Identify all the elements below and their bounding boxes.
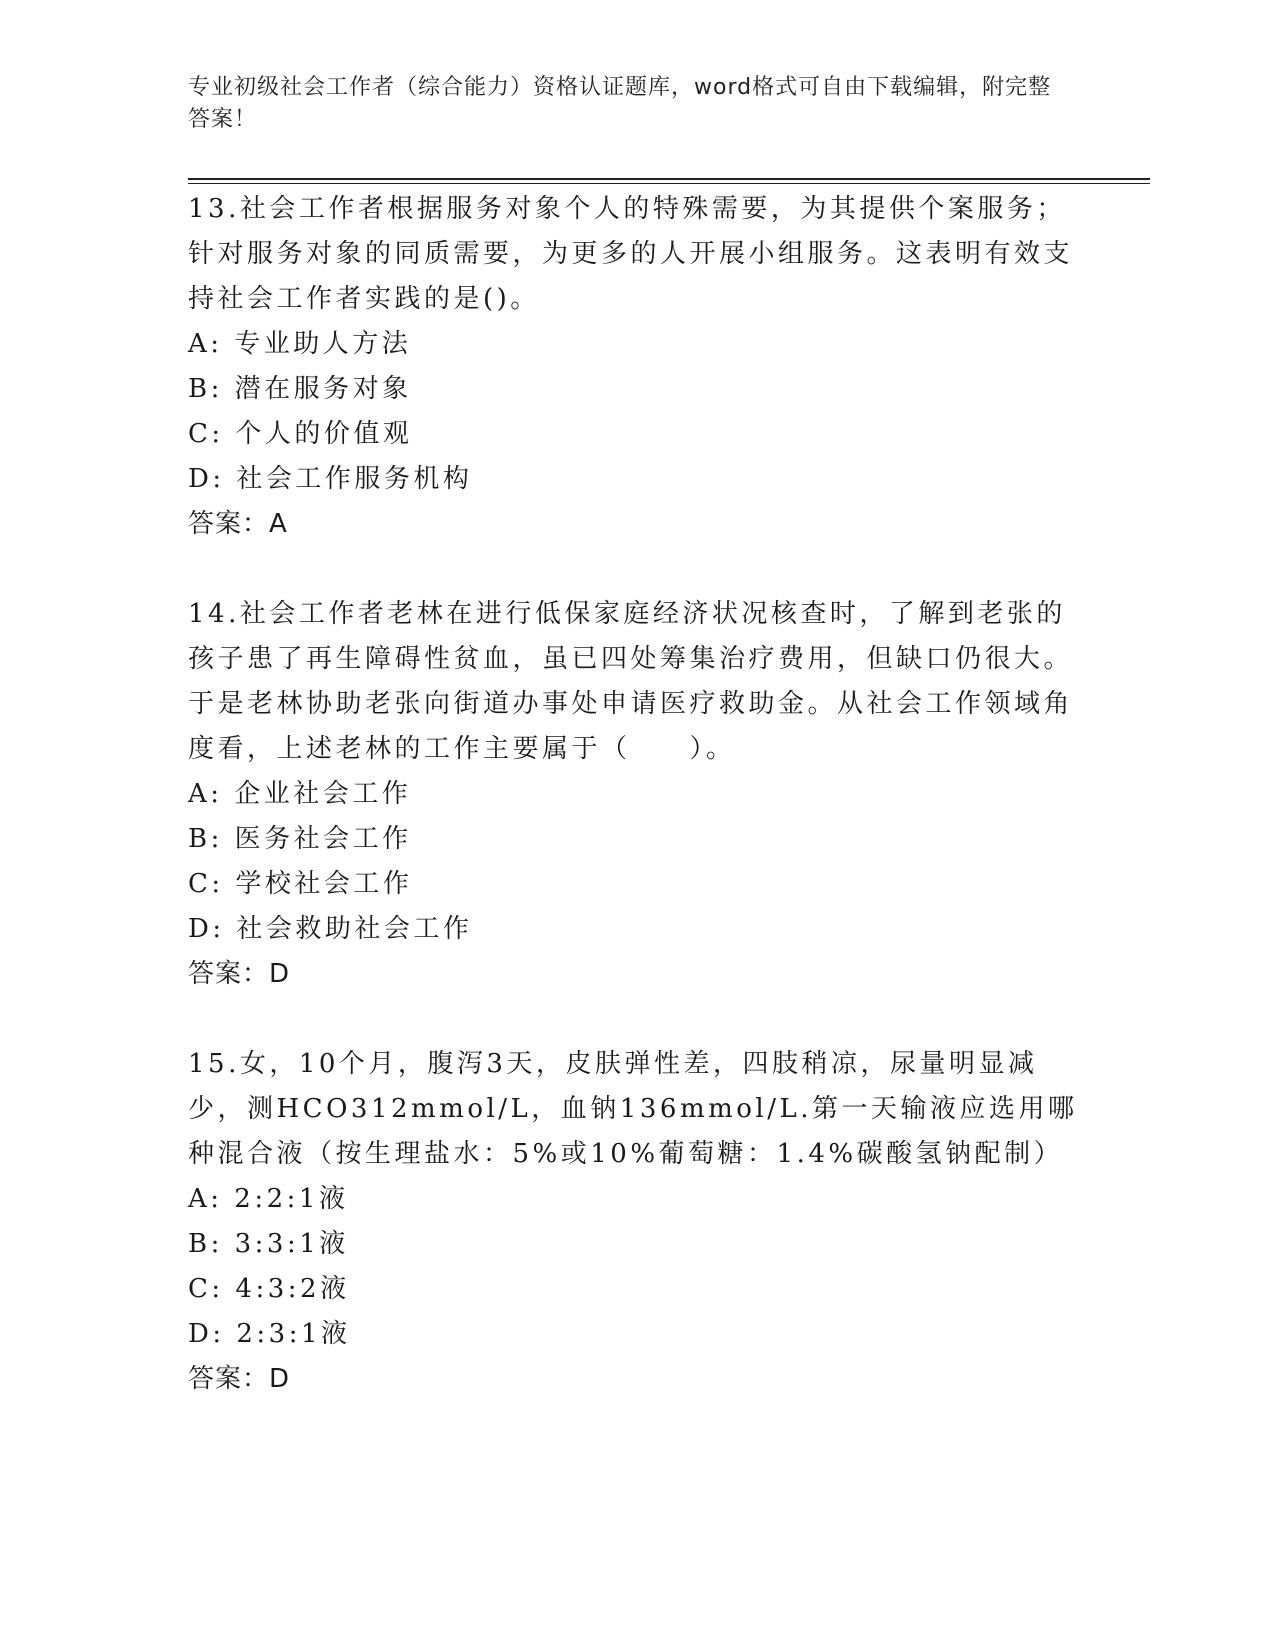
header-rule-thin [188, 183, 1150, 184]
option-c: C: 4:3:2液 [188, 1274, 350, 1304]
question-spacer [188, 997, 1088, 1042]
option-b: B: 潜在服务对象 [188, 374, 412, 404]
option-c: C: 个人的价值观 [188, 419, 413, 449]
question-stem: 15.女，10个月，腹泻3天，皮肤弹性差，四肢稍凉，尿量明显减少，测HCO312mmol/L，血钠136mmol/L.第一天输液应选用哪种混合液（按生理盐水：5%或10%葡萄糖：1.4%碳酸氢钠配制） [188, 1049, 1078, 1169]
option-b: B: 3:3:1液 [188, 1229, 349, 1259]
answer-line: 答案：D [188, 959, 291, 989]
answer-line: 答案：A [188, 509, 288, 539]
question-13 [188, 187, 1088, 547]
option-a: A: 企业社会工作 [188, 779, 412, 809]
option-a: A: 2:2:1液 [188, 1184, 349, 1214]
option-c: C: 学校社会工作 [188, 869, 413, 899]
header-rule-thick [188, 178, 1150, 180]
option-d: D: 社会工作服务机构 [188, 464, 473, 494]
option-d: D: 社会救助社会工作 [188, 914, 473, 944]
question-stem: 14.社会工作者老林在进行低保家庭经济状况核查时，了解到老张的孩子患了再生障碍性贫血，虽已四处筹集治疗费用，但缺口仍很大。于是老林协助老张向街道办事处申请医疗救助金。从社会工作领域角度看，上述老林的工作主要属于（ ）。 [188, 599, 1074, 764]
option-d: D: 2:3:1液 [188, 1319, 351, 1349]
question-spacer [188, 547, 1088, 592]
option-b: B: 医务社会工作 [188, 824, 412, 854]
page-header: 专业初级社会工作者（综合能力）资格认证题库，word格式可自由下载编辑，附完整答案！ [188, 75, 1052, 132]
question-stem: 13.社会工作者根据服务对象个人的特殊需要，为其提供个案服务；针对服务对象的同质需要，为更多的人开展小组服务。这表明有效支持社会工作者实践的是()。 [188, 194, 1074, 314]
answer-line: 答案：D [188, 1364, 291, 1394]
question-15 [188, 1042, 1088, 1402]
question-14 [188, 592, 1088, 997]
question-list [188, 187, 1088, 1402]
option-a: A: 专业助人方法 [188, 329, 412, 359]
